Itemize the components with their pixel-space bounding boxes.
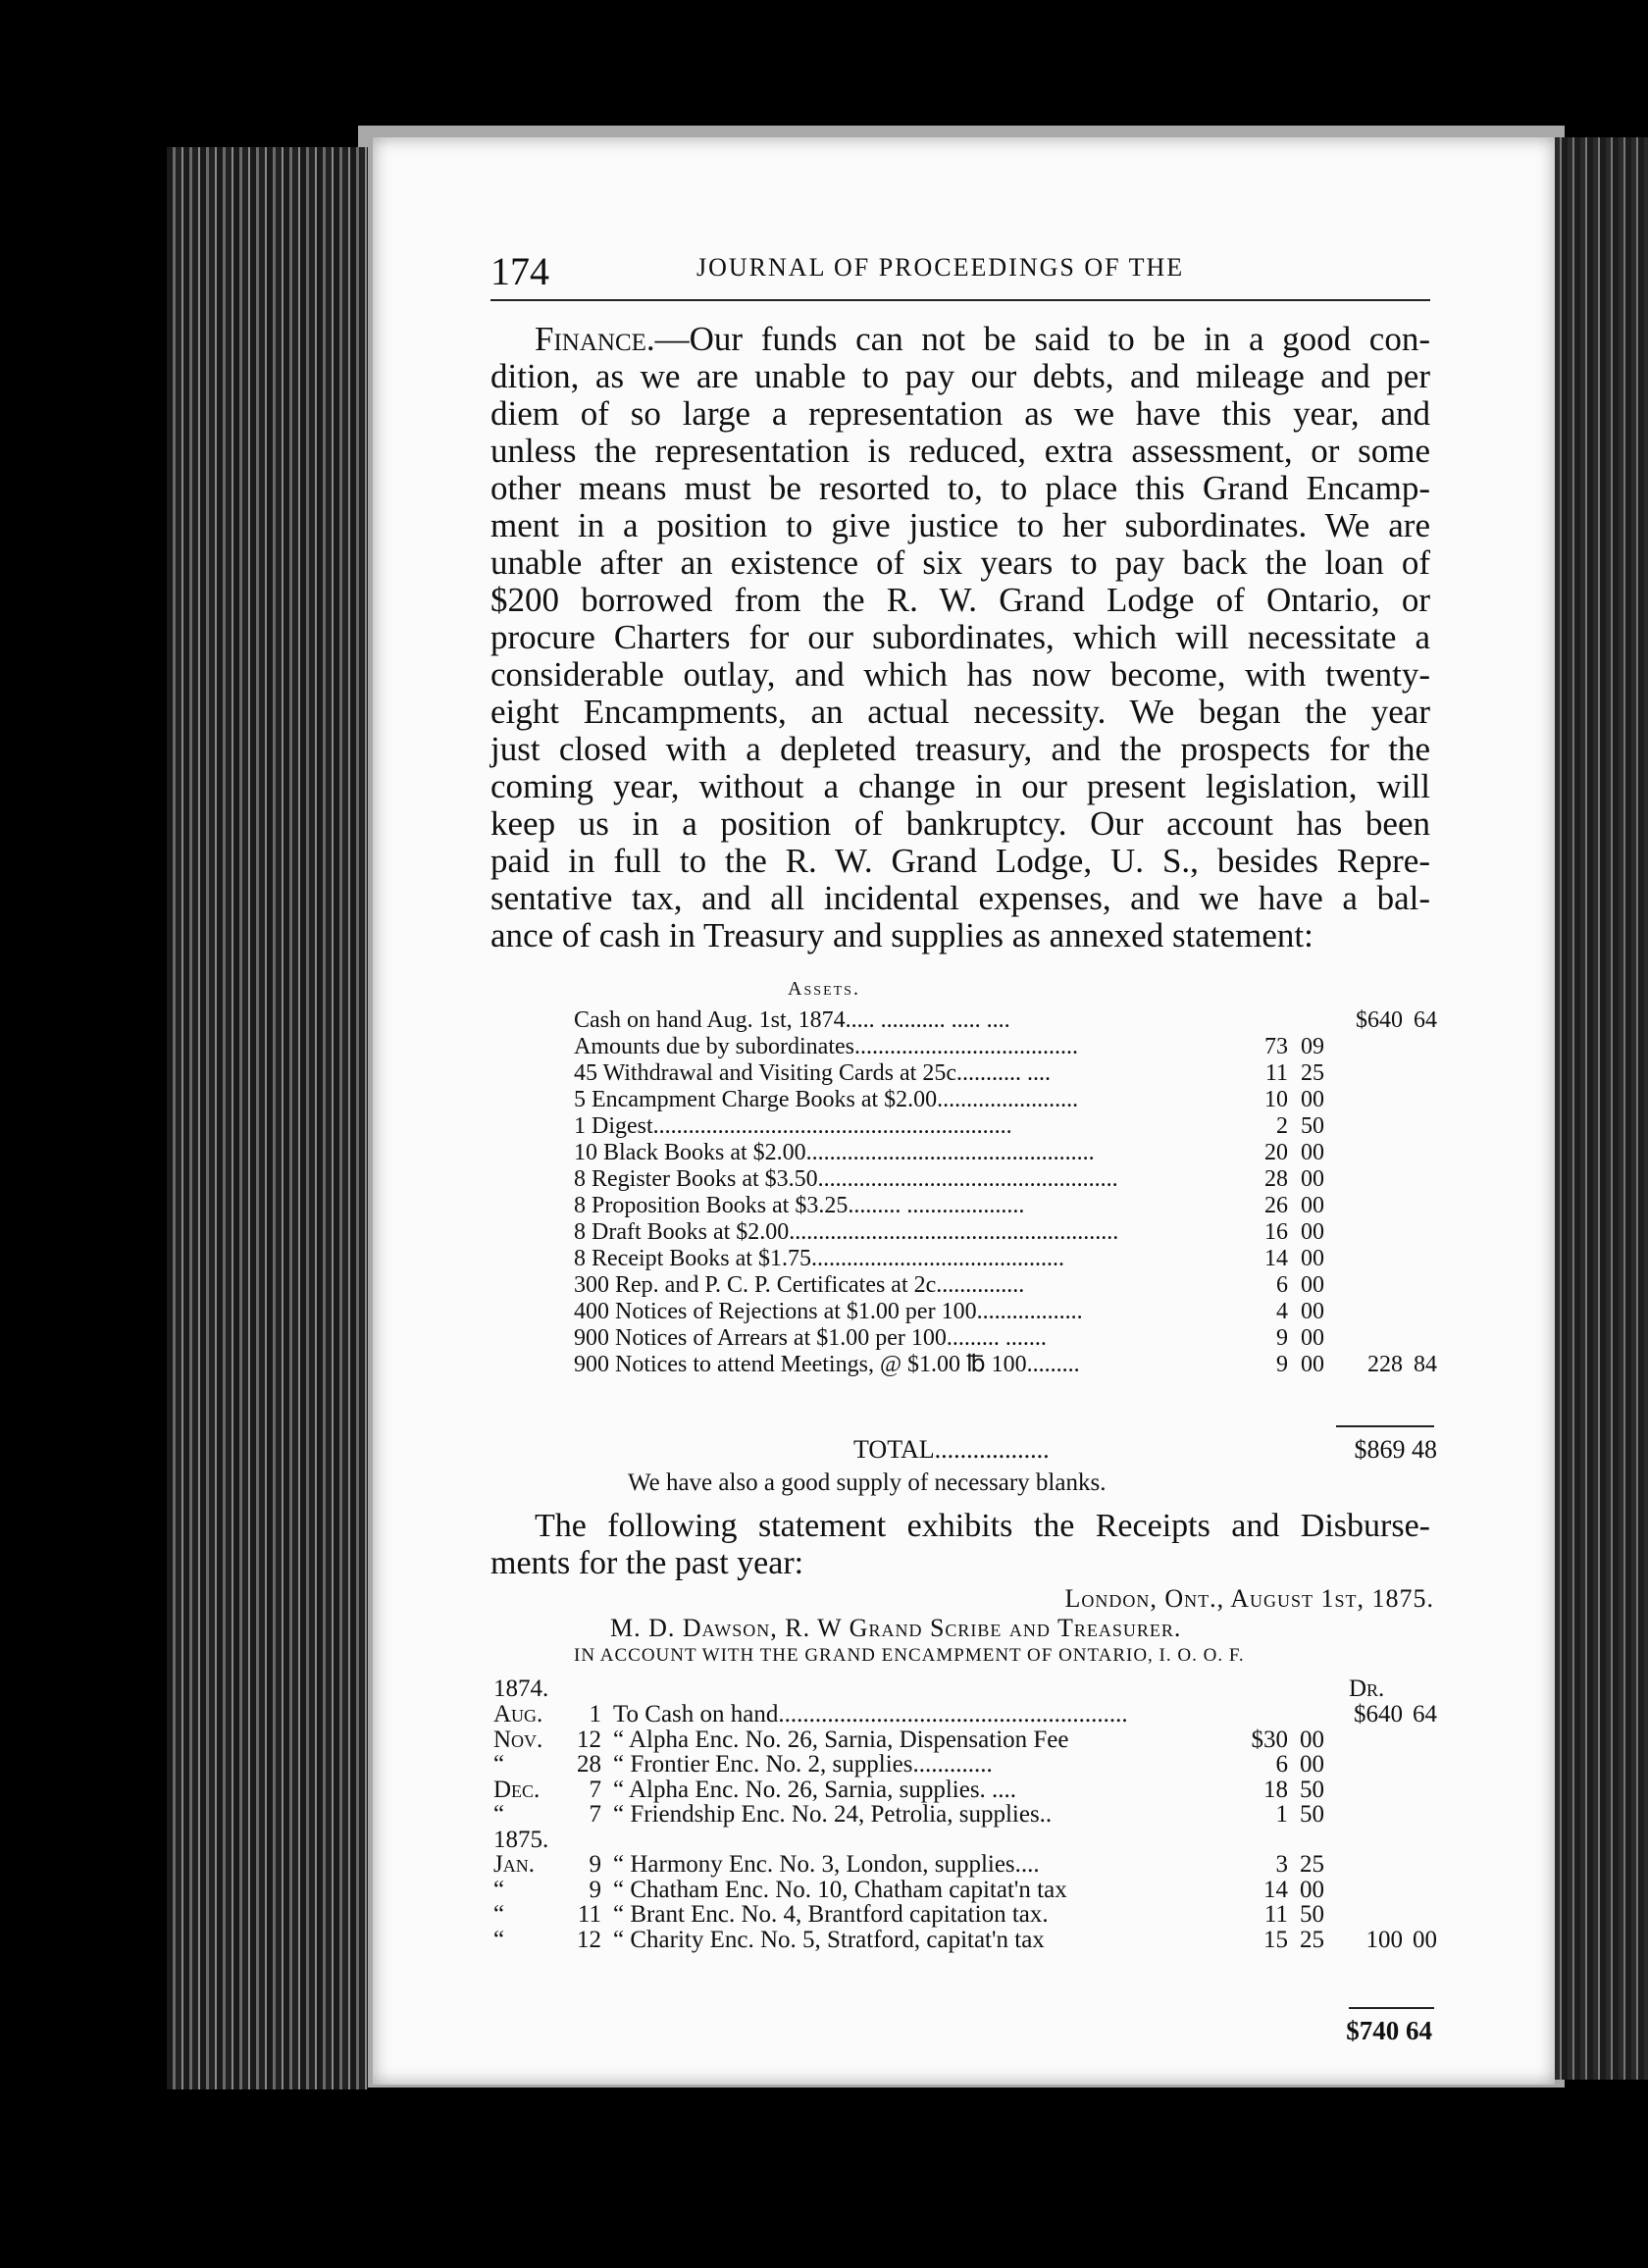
asset-row	[574, 1299, 1437, 1325]
asset-cents: 00	[1301, 1246, 1324, 1271]
asset-cents: 50	[1301, 1113, 1324, 1139]
account-line: IN ACCOUNT WITH THE GRAND ENCAMPMENT OF ONTARIO, I. O. O. F.	[574, 1645, 1245, 1666]
total-label: TOTAL..................	[853, 1435, 1050, 1464]
asset-row	[574, 1060, 1437, 1087]
statement-intro: ments for the past year:	[490, 1545, 804, 1581]
paragraph-line: diem of so large a representation as we have this year, and	[490, 394, 1430, 433]
asset-row	[574, 1193, 1437, 1219]
paragraph-line: Finance.—Our funds can not be said to be in a good con-	[535, 320, 1430, 358]
asset-cents: 00	[1301, 1272, 1324, 1298]
ledger-desc: “ Brant Enc. No. 4, Brantford capitation tax.	[613, 1902, 1049, 1928]
ledger-row	[493, 1802, 1437, 1828]
ledger-dollars: 11	[1263, 1901, 1288, 1928]
asset-desc: 45 Withdrawal and Visiting Cards at 25c........... ....	[574, 1060, 1051, 1086]
asset-row	[574, 1007, 1437, 1034]
asset-desc: Cash on hand Aug. 1st, 1874..... ........... ..... ....	[574, 1007, 1010, 1033]
asset-desc: 8 Receipt Books at $1.75...........................................	[574, 1246, 1064, 1271]
ledger-desc: “ Chatham Enc. No. 10, Chatham capitat'n tax	[613, 1877, 1067, 1903]
asset-cents: 00	[1301, 1166, 1324, 1192]
ledger-desc: “ Harmony Enc. No. 3, London, supplies....	[613, 1852, 1040, 1878]
ledger-cents: 25	[1300, 1926, 1324, 1953]
paragraph-line: unable after an existence of six years to pay back the loan of	[490, 543, 1430, 582]
ledger-month: Nov.	[493, 1726, 543, 1753]
ledger-row	[493, 1778, 1437, 1803]
asset-dollars: 11	[1264, 1060, 1288, 1086]
book-page-edges-left	[167, 147, 368, 2089]
asset-desc: 400 Notices of Rejections at $1.00 per 100..................	[574, 1299, 1083, 1324]
asset-cents: 00	[1301, 1352, 1324, 1377]
ledger-total-cents: 64	[1413, 1701, 1437, 1727]
ledger-month: 1875.	[493, 1826, 549, 1853]
paragraph-line: ment in a position to give justice to her subordinates. We are	[490, 506, 1430, 544]
asset-row	[574, 1113, 1437, 1140]
asset-row	[574, 1087, 1437, 1113]
paragraph-line: keep us in a position of bankruptcy. Our account has been	[490, 804, 1430, 843]
paragraph-line: ance of cash in Treasury and supplies as annexed statement:	[490, 916, 1313, 954]
asset-desc: 300 Rep. and P. C. P. Certificates at 2c...............	[574, 1272, 1025, 1298]
ledger-rule	[1349, 2007, 1434, 2009]
asset-row	[574, 1352, 1437, 1378]
ledger-row	[493, 1878, 1437, 1903]
ledger-desc: “ Friendship Enc. No. 24, Petrolia, supplies..	[613, 1802, 1053, 1828]
paragraph-line: $200 borrowed from the R. W. Grand Lodge of Ontario, or	[490, 581, 1430, 619]
ledger-row	[493, 1928, 1437, 1953]
asset-row	[574, 1140, 1437, 1166]
asset-dollars: 10	[1264, 1087, 1288, 1112]
asset-row	[574, 1166, 1437, 1193]
ledger-cents: 00	[1300, 1726, 1324, 1753]
paragraph-line: eight Encampments, an actual necessity. We began the year	[490, 693, 1430, 731]
debit-label: Dr.	[1349, 1675, 1385, 1702]
ledger-month: “	[493, 1926, 505, 1953]
ledger-cents: 50	[1300, 1801, 1324, 1828]
asset-dollars: 14	[1264, 1246, 1288, 1271]
assets-title: Assets.	[788, 978, 860, 1000]
asset-dollars: 9	[1276, 1325, 1288, 1351]
asset-dollars: 28	[1264, 1166, 1288, 1192]
ledger-row	[493, 1702, 1437, 1727]
account-name: M. D. Dawson, R. W Grand Scribe and Treasurer.	[610, 1614, 1182, 1642]
ledger-day: 28	[577, 1751, 601, 1778]
asset-dollars: 16	[1264, 1219, 1288, 1245]
dateline: London, Ont., August 1st, 1875.	[1064, 1584, 1434, 1613]
ledger-dollars: 14	[1263, 1876, 1288, 1903]
blanks-note: We have also a good supply of necessary blanks.	[628, 1469, 1107, 1496]
asset-total-cents: 64	[1414, 1007, 1437, 1033]
ledger-cents: 50	[1300, 1901, 1324, 1928]
asset-dollars: 6	[1276, 1272, 1288, 1298]
asset-row	[574, 1246, 1437, 1272]
ledger-cents: 50	[1300, 1776, 1324, 1803]
header-rule	[490, 299, 1430, 301]
ledger-desc: “ Frontier Enc. No. 2, supplies.............	[613, 1752, 993, 1778]
ledger-dollars: 15	[1263, 1926, 1288, 1953]
ledger-day: 12	[577, 1726, 601, 1753]
ledger-desc: “ Charity Enc. No. 5, Stratford, capitat'n tax	[613, 1927, 1045, 1953]
ledger-month: Jan.	[493, 1851, 535, 1878]
asset-total-dollars: 228	[1367, 1352, 1403, 1377]
asset-desc: 8 Proposition Books at $3.25......... ....................	[574, 1193, 1025, 1218]
asset-dollars: 4	[1276, 1299, 1288, 1324]
running-head: JOURNAL OF PROCEEDINGS OF THE	[696, 253, 1185, 282]
asset-total-cents: 84	[1414, 1352, 1437, 1377]
ledger-month: “	[493, 1751, 505, 1778]
asset-cents: 00	[1301, 1140, 1324, 1165]
asset-cents: 09	[1301, 1034, 1324, 1059]
asset-dollars: 26	[1264, 1193, 1288, 1218]
ledger-row	[493, 1828, 1437, 1853]
paragraph-line: unless the representation is reduced, extra assessment, or some	[490, 432, 1430, 470]
ledger-cents: 25	[1300, 1851, 1324, 1878]
ledger-row	[493, 1902, 1437, 1928]
ledger-month: “	[493, 1901, 505, 1928]
ledger-total-dollars: $640	[1354, 1701, 1403, 1727]
ledger-month: “	[493, 1876, 505, 1903]
asset-dollars: 2	[1276, 1113, 1288, 1139]
asset-cents: 00	[1301, 1219, 1324, 1245]
ledger-row	[493, 1727, 1437, 1753]
asset-total-dollars: $640	[1356, 1007, 1403, 1033]
book-page-edges-right	[1555, 137, 1648, 2080]
asset-dollars: 9	[1276, 1352, 1288, 1377]
asset-desc: 8 Register Books at $3.50...................................................	[574, 1166, 1118, 1192]
ledger-month: Aug.	[493, 1701, 543, 1727]
asset-row	[574, 1034, 1437, 1060]
ledger-desc: “ Alpha Enc. No. 26, Sarnia, Dispensation Fee	[613, 1727, 1069, 1753]
ledger-day: 7	[589, 1776, 601, 1803]
ledger-day: 9	[589, 1851, 601, 1878]
paragraph-line: other means must be resorted to, to place this Grand Encamp-	[490, 469, 1430, 507]
asset-desc: 900 Notices to attend Meetings, @ $1.00 ℔ 100.........	[574, 1352, 1080, 1377]
asset-row	[574, 1325, 1437, 1352]
asset-dollars: 20	[1264, 1140, 1288, 1165]
asset-desc: 900 Notices of Arrears at $1.00 per 100......... .......	[574, 1325, 1047, 1351]
ledger-dollars: $30	[1251, 1726, 1288, 1753]
ledger-day: 9	[589, 1876, 601, 1903]
total-rule	[1336, 1425, 1434, 1427]
asset-desc: 8 Draft Books at $2.00........................................................	[574, 1219, 1119, 1245]
finance-heading: Finance.	[535, 320, 655, 358]
ledger-cents: 00	[1300, 1751, 1324, 1778]
ledger-year: 1874.	[493, 1675, 549, 1702]
paragraph-line: considerable outlay, and which has now become, with twenty-	[490, 655, 1430, 694]
asset-desc: 10 Black Books at $2.00.................................................	[574, 1140, 1095, 1165]
asset-desc: 1 Digest.............................................................	[574, 1113, 1012, 1139]
statement-intro: The following statement exhibits the Receipts and Disburse-	[535, 1508, 1430, 1544]
ledger-day: 11	[577, 1901, 601, 1928]
ledger-dollars: 1	[1275, 1801, 1288, 1828]
ledger-day: 7	[589, 1801, 601, 1828]
ledger-day: 1	[589, 1701, 601, 1727]
asset-cents: 00	[1301, 1087, 1324, 1112]
ledger-dollars: 18	[1263, 1776, 1288, 1803]
asset-cents: 00	[1301, 1299, 1324, 1324]
paragraph-line: procure Charters for our subordinates, which will necessitate a	[490, 618, 1430, 656]
paragraph-line: coming year, without a change in our present legislation, will	[490, 767, 1430, 805]
asset-cents: 00	[1301, 1193, 1324, 1218]
page-number: 174	[490, 249, 549, 293]
assets-total-row	[853, 1435, 1437, 1469]
ledger-total-cents: 00	[1413, 1926, 1437, 1953]
ledger-total: $740 64	[1346, 2016, 1432, 2045]
asset-row	[574, 1272, 1437, 1299]
paragraph-line: just closed with a depleted treasury, and the prospects for the	[490, 730, 1430, 768]
paragraph-line: dition, as we are unable to pay our debts, and mileage and per	[490, 357, 1430, 395]
ledger-month: “	[493, 1801, 505, 1828]
asset-cents: 00	[1301, 1325, 1324, 1351]
asset-dollars: 73	[1264, 1034, 1288, 1059]
ledger-total-dollars: 100	[1365, 1926, 1403, 1953]
ledger-day: 12	[577, 1926, 601, 1953]
asset-desc: 5 Encampment Charge Books at $2.00........................	[574, 1087, 1079, 1112]
ledger-month: Dec.	[493, 1776, 541, 1803]
asset-cents: 25	[1301, 1060, 1324, 1086]
ledger-dollars: 3	[1275, 1851, 1288, 1878]
paragraph-line: sentative tax, and all incidental expenses, and we have a bal-	[490, 879, 1430, 917]
ledger-row	[493, 1852, 1437, 1878]
ledger-desc: “ Alpha Enc. No. 26, Sarnia, supplies. ....	[613, 1777, 1017, 1803]
asset-row	[574, 1219, 1437, 1246]
ledger-cents: 00	[1300, 1876, 1324, 1903]
ledger-row	[493, 1752, 1437, 1778]
asset-desc: Amounts due by subordinates......................................	[574, 1034, 1078, 1059]
total-amount: $869 48	[1354, 1435, 1437, 1464]
ledger-dollars: 6	[1275, 1751, 1288, 1778]
ledger-desc: To Cash on hand.........................................................	[613, 1702, 1128, 1727]
paragraph-line: paid in full to the R. W. Grand Lodge, U. S., besides Repre-	[490, 842, 1430, 880]
